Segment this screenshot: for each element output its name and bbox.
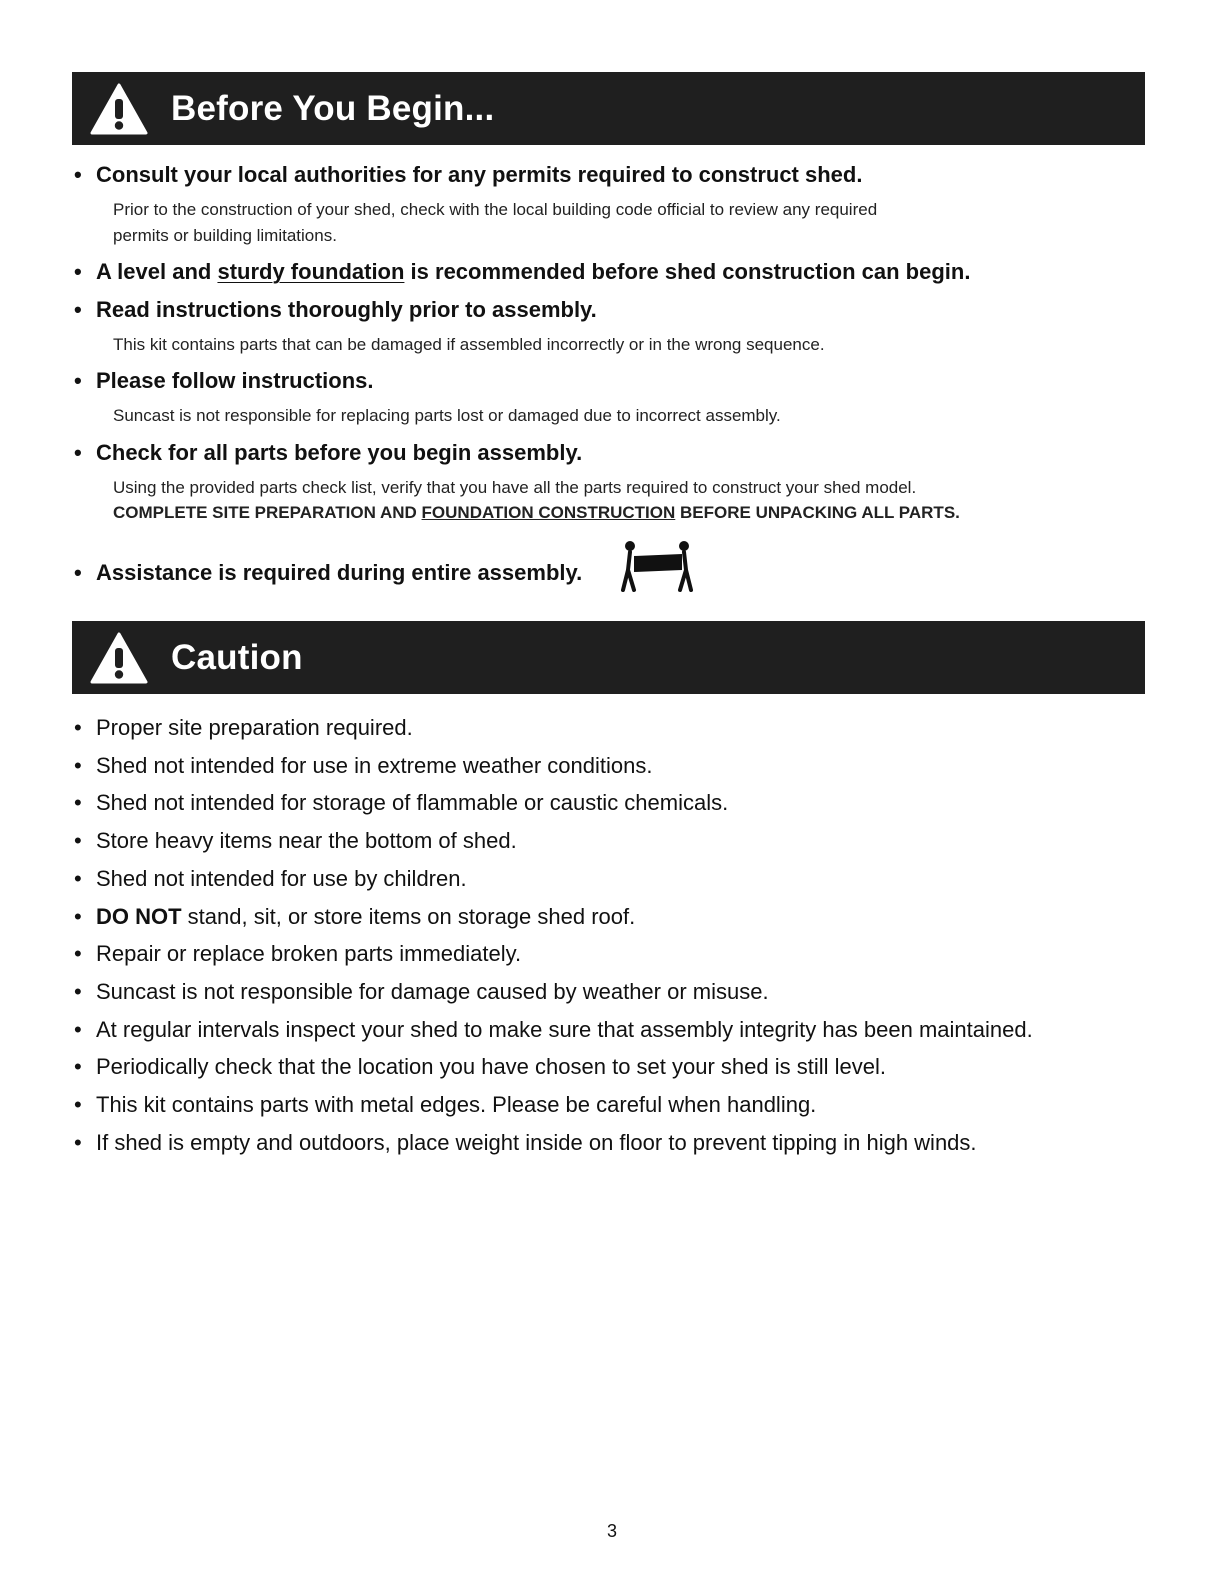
list-item [74, 709, 1033, 747]
bullet: • [74, 903, 82, 929]
caution-list [74, 709, 1033, 1161]
bullet: • [74, 1016, 82, 1042]
item-heading: is recommended before shed construction can begin. [404, 259, 971, 284]
caution-text: Proper site preparation required. [96, 715, 413, 740]
caution-text: Shed not intended for storage of flammable or caustic chemicals. [96, 790, 729, 816]
bullet: • [74, 978, 82, 1004]
page-number: 3 [606, 1521, 617, 1541]
list-item [74, 1124, 1033, 1162]
bullet: • [74, 259, 82, 284]
do-not-emphasis: DO NOT [96, 903, 182, 929]
list-item [74, 297, 597, 323]
bullet: • [74, 828, 82, 854]
list-item [74, 259, 970, 285]
bullet: • [74, 368, 82, 393]
item-body-emphasis [113, 500, 960, 526]
caution-banner [72, 621, 1145, 694]
bullet: • [74, 1092, 82, 1118]
list-item [74, 973, 1033, 1011]
section-title: Caution [171, 637, 303, 677]
bullet: • [74, 162, 82, 187]
emphasis-text: BEFORE UNPACKING ALL PARTS. [675, 503, 960, 522]
warning-icon [90, 632, 148, 684]
item-heading: Check for all parts before you begin assembly. [96, 440, 583, 465]
warning-icon [90, 83, 148, 135]
list-item [74, 935, 1033, 973]
item-body: Suncast is not responsible for replacing parts lost or damaged due to incorrect assembly. [113, 406, 781, 425]
item-body: Using the provided parts check list, verify that you have all the parts required to construct your shed model. [113, 478, 917, 497]
list-item [74, 1011, 1033, 1049]
item-body: This kit contains parts that can be damaged if assembled incorrectly or in the wrong sequence. [113, 335, 825, 354]
caution-text: Periodically check that the location you have chosen to set your shed is still level. [96, 1054, 886, 1080]
item-heading: A level and [96, 259, 218, 284]
bullet: • [74, 1129, 82, 1155]
item-body: permits or building limitations. [113, 226, 337, 245]
list-item [74, 560, 582, 586]
bullet: • [74, 790, 82, 816]
item-heading: Please follow instructions. [96, 368, 374, 393]
bullet: • [74, 941, 82, 967]
foundation-construction-link[interactable]: FOUNDATION CONSTRUCTION [421, 503, 676, 522]
list-item [74, 898, 1033, 936]
item-heading: Consult your local authorities for any permits required to construct shed. [96, 162, 863, 187]
bullet: • [74, 297, 82, 322]
caution-text: Suncast is not responsible for damage caused by weather or misuse. [96, 978, 769, 1004]
caution-text: Shed not intended for use in extreme weather conditions. [96, 752, 653, 778]
caution-text: Store heavy items near the bottom of shed. [96, 828, 517, 854]
bullet: • [74, 715, 82, 740]
bullet: • [74, 560, 82, 585]
before-you-begin-banner [72, 72, 1145, 145]
list-item [74, 747, 1033, 785]
list-item [74, 860, 1033, 898]
caution-text: If shed is empty and outdoors, place weight inside on floor to prevent tipping in high winds. [96, 1129, 977, 1155]
two-person-lift-icon [620, 540, 696, 592]
caution-text: This kit contains parts with metal edges. Please be careful when handling. [96, 1092, 817, 1118]
list-item [74, 822, 1033, 860]
caution-text: stand, sit, or store items on storage shed roof. [181, 903, 636, 929]
list-item [74, 368, 374, 394]
bullet: • [74, 440, 82, 465]
item-heading: Read instructions thoroughly prior to assembly. [96, 297, 597, 322]
item-heading: Assistance is required during entire assembly. [96, 560, 583, 585]
list-item [74, 1048, 1033, 1086]
bullet: • [74, 1054, 82, 1080]
caution-text: At regular intervals inspect your shed to make sure that assembly integrity has been maintained. [96, 1016, 1033, 1042]
list-item [74, 440, 582, 466]
bullet: • [74, 865, 82, 891]
sturdy-foundation-link[interactable]: sturdy foundation [217, 259, 405, 284]
section-title: Before You Begin... [171, 88, 495, 128]
emphasis-text: COMPLETE SITE PREPARATION AND [113, 503, 422, 522]
item-body: Prior to the construction of your shed, check with the local building code official to review any required [113, 200, 878, 219]
caution-text: Repair or replace broken parts immediately. [96, 941, 522, 967]
bullet: • [74, 752, 82, 778]
caution-text: Shed not intended for use by children. [96, 865, 467, 891]
list-item [74, 1086, 1033, 1124]
list-item [74, 162, 862, 188]
list-item [74, 784, 1033, 822]
